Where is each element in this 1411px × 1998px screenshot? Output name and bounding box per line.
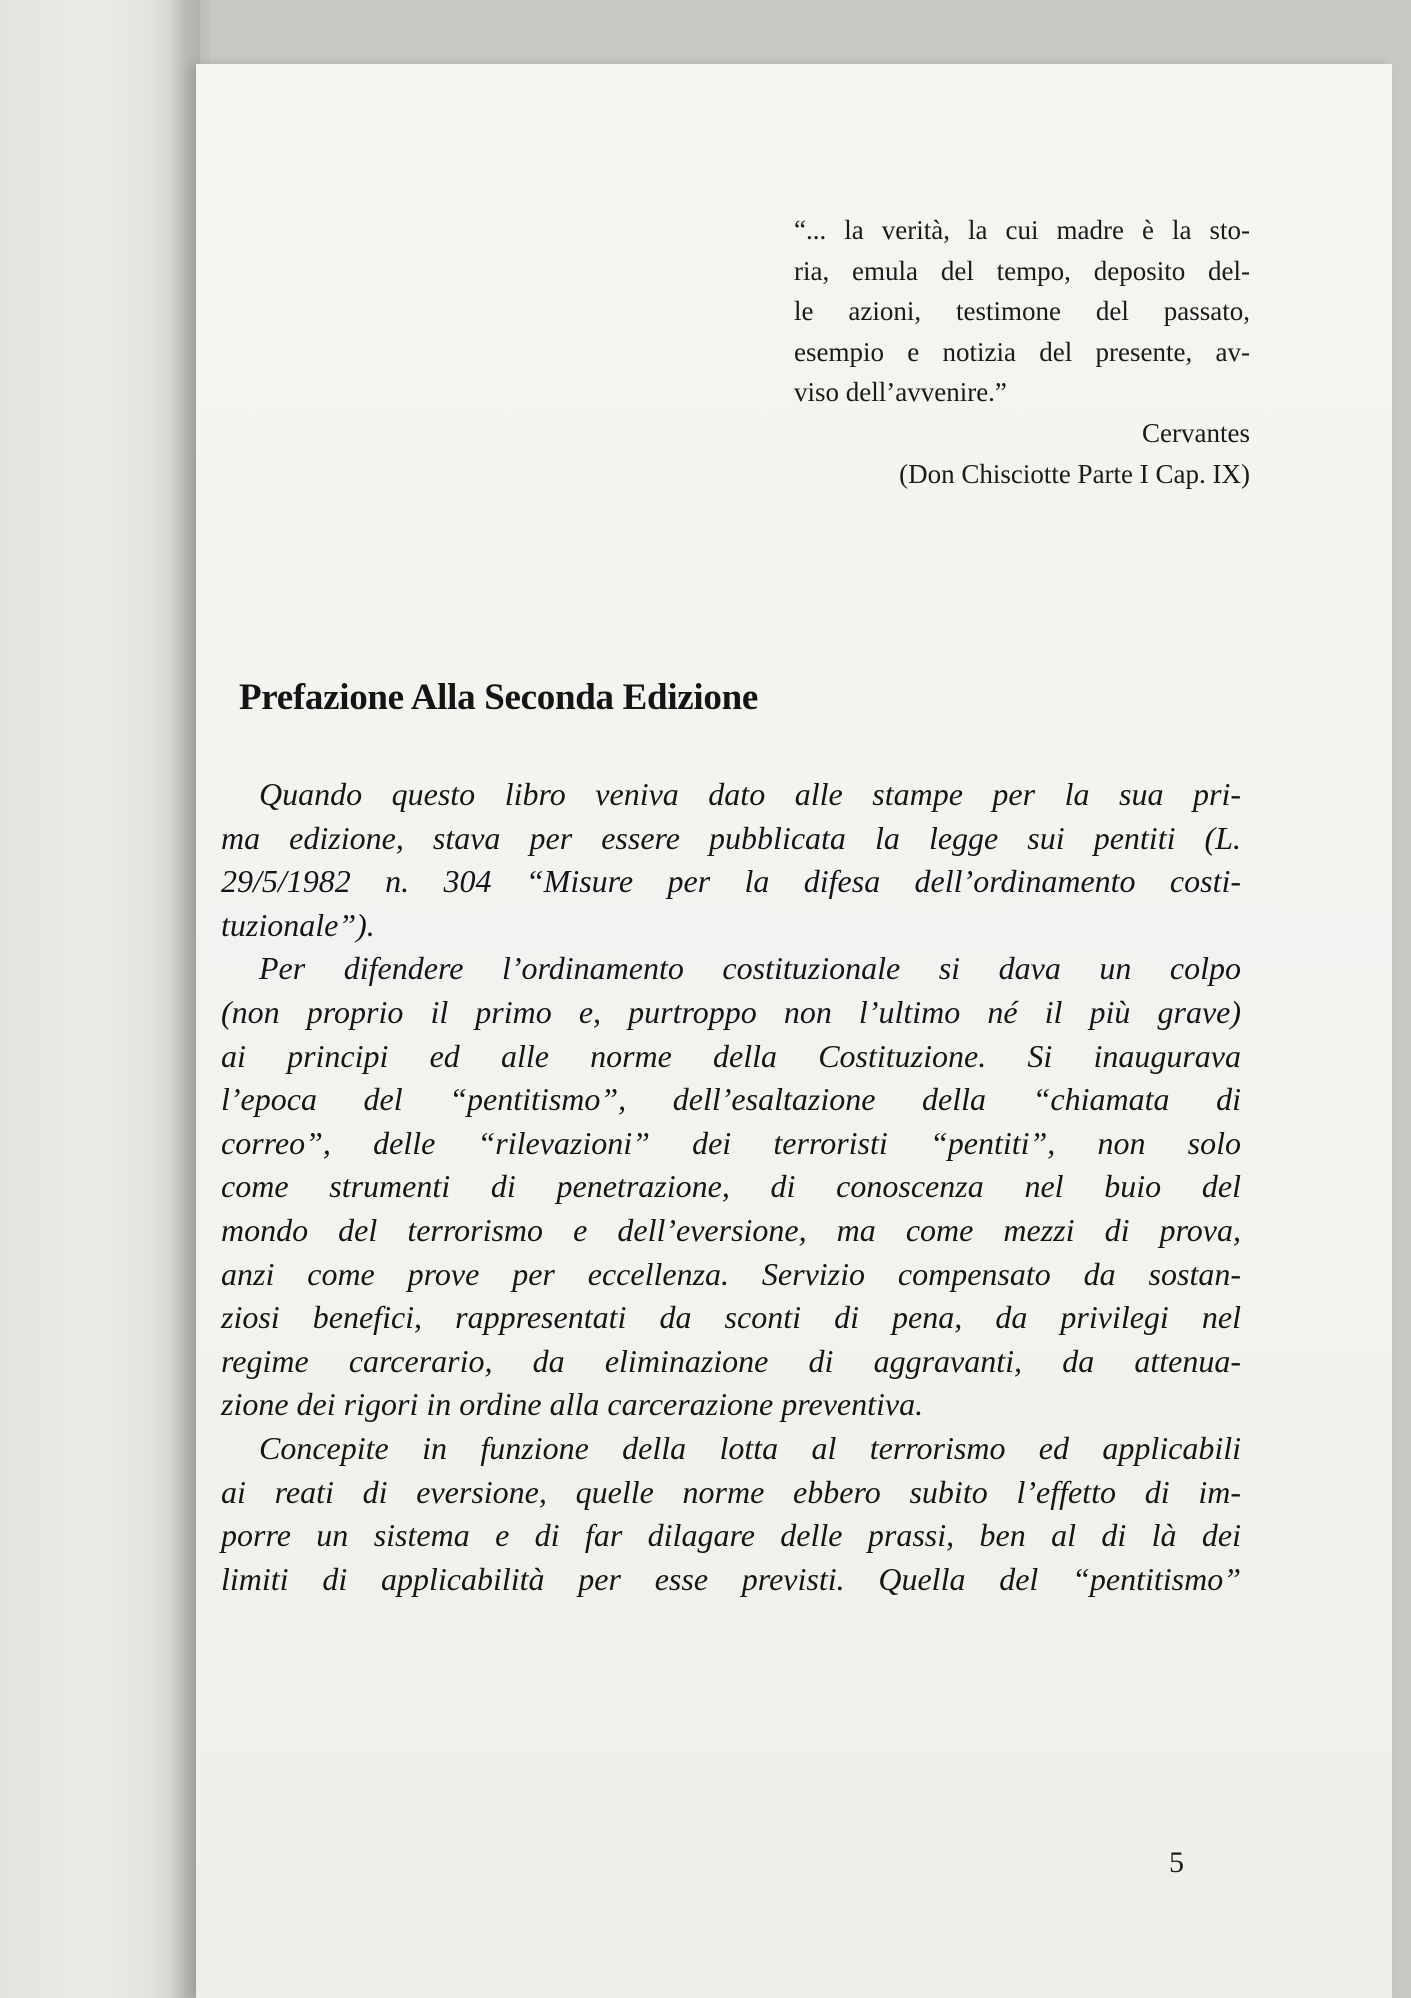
body-line: Concepite in funzione della lotta al terrorismo ed applicabili <box>259 1429 1241 1466</box>
epigraph-author: Cervantes <box>1142 417 1250 448</box>
body-line: correo”, delle “rilevazioni” dei terroristi “pentiti”, non solo <box>221 1124 1241 1161</box>
body-line: come strumenti di penetrazione, di conoscenza nel buio del <box>221 1168 1241 1205</box>
epigraph-line: esempio e notizia del presente, av- <box>794 336 1250 367</box>
epigraph-line: “... la verità, la cui madre è la sto- <box>794 215 1250 245</box>
body-line: regime carcerario, da eliminazione di aggravanti, da attenua- <box>221 1342 1241 1379</box>
body-line: porre un sistema e di far dilagare delle prassi, ben al di là dei <box>221 1517 1241 1554</box>
body-line: ziosi benefici, rappresentati da sconti di pena, da privilegi nel <box>221 1299 1241 1336</box>
body-line: anzi come prove per eccellenza. Servizio compensato da sostan- <box>221 1255 1241 1292</box>
epigraph <box>794 210 1250 494</box>
epigraph-line: ria, emula del tempo, deposito del- <box>794 255 1250 286</box>
body-line: 29/5/1982 n. 304 “Misure per la difesa dell’ordinamento costi- <box>221 863 1241 900</box>
book-page <box>196 64 1392 1998</box>
body-line: ai reati di eversione, quelle norme ebbero subito l’effetto di im- <box>221 1473 1241 1510</box>
body-line: tuzionale”). <box>221 906 375 943</box>
body-line: (non proprio il primo e, purtroppo non l’ultimo né il più grave) <box>221 993 1241 1030</box>
body-line: mondo del terrorismo e dell’eversione, ma come mezzi di prova, <box>221 1211 1241 1248</box>
epigraph-source: (Don Chisciotte Parte I Cap. IX) <box>899 458 1250 489</box>
epigraph-line: le azioni, testimone del passato, <box>794 296 1250 327</box>
body-line: Quando questo libro veniva dato alle stampe per la sua pri- <box>259 776 1241 812</box>
body-line: Per difendere l’ordinamento costituzionale si dava un colpo <box>259 950 1241 987</box>
body-line: ai principi ed alle norme della Costituzione. Si inaugurava <box>221 1037 1241 1074</box>
preface-body <box>221 773 1241 1601</box>
body-line: l’epoca del “pentitismo”, dell’esaltazione della “chiamata di <box>221 1081 1241 1118</box>
body-line: limiti di applicabilità per esse previsti. Quella del “pentitismo” <box>221 1560 1241 1597</box>
page-number: 5 <box>1169 1846 1184 1879</box>
body-line: ma edizione, stava per essere pubblicata la legge sui pentiti (L. <box>221 819 1241 856</box>
section-heading: Prefazione Alla Seconda Edizione <box>239 677 759 718</box>
epigraph-line: viso dell’avvenire.” <box>794 377 1007 408</box>
body-line: zione dei rigori in ordine alla carcerazione preventiva. <box>221 1386 924 1423</box>
